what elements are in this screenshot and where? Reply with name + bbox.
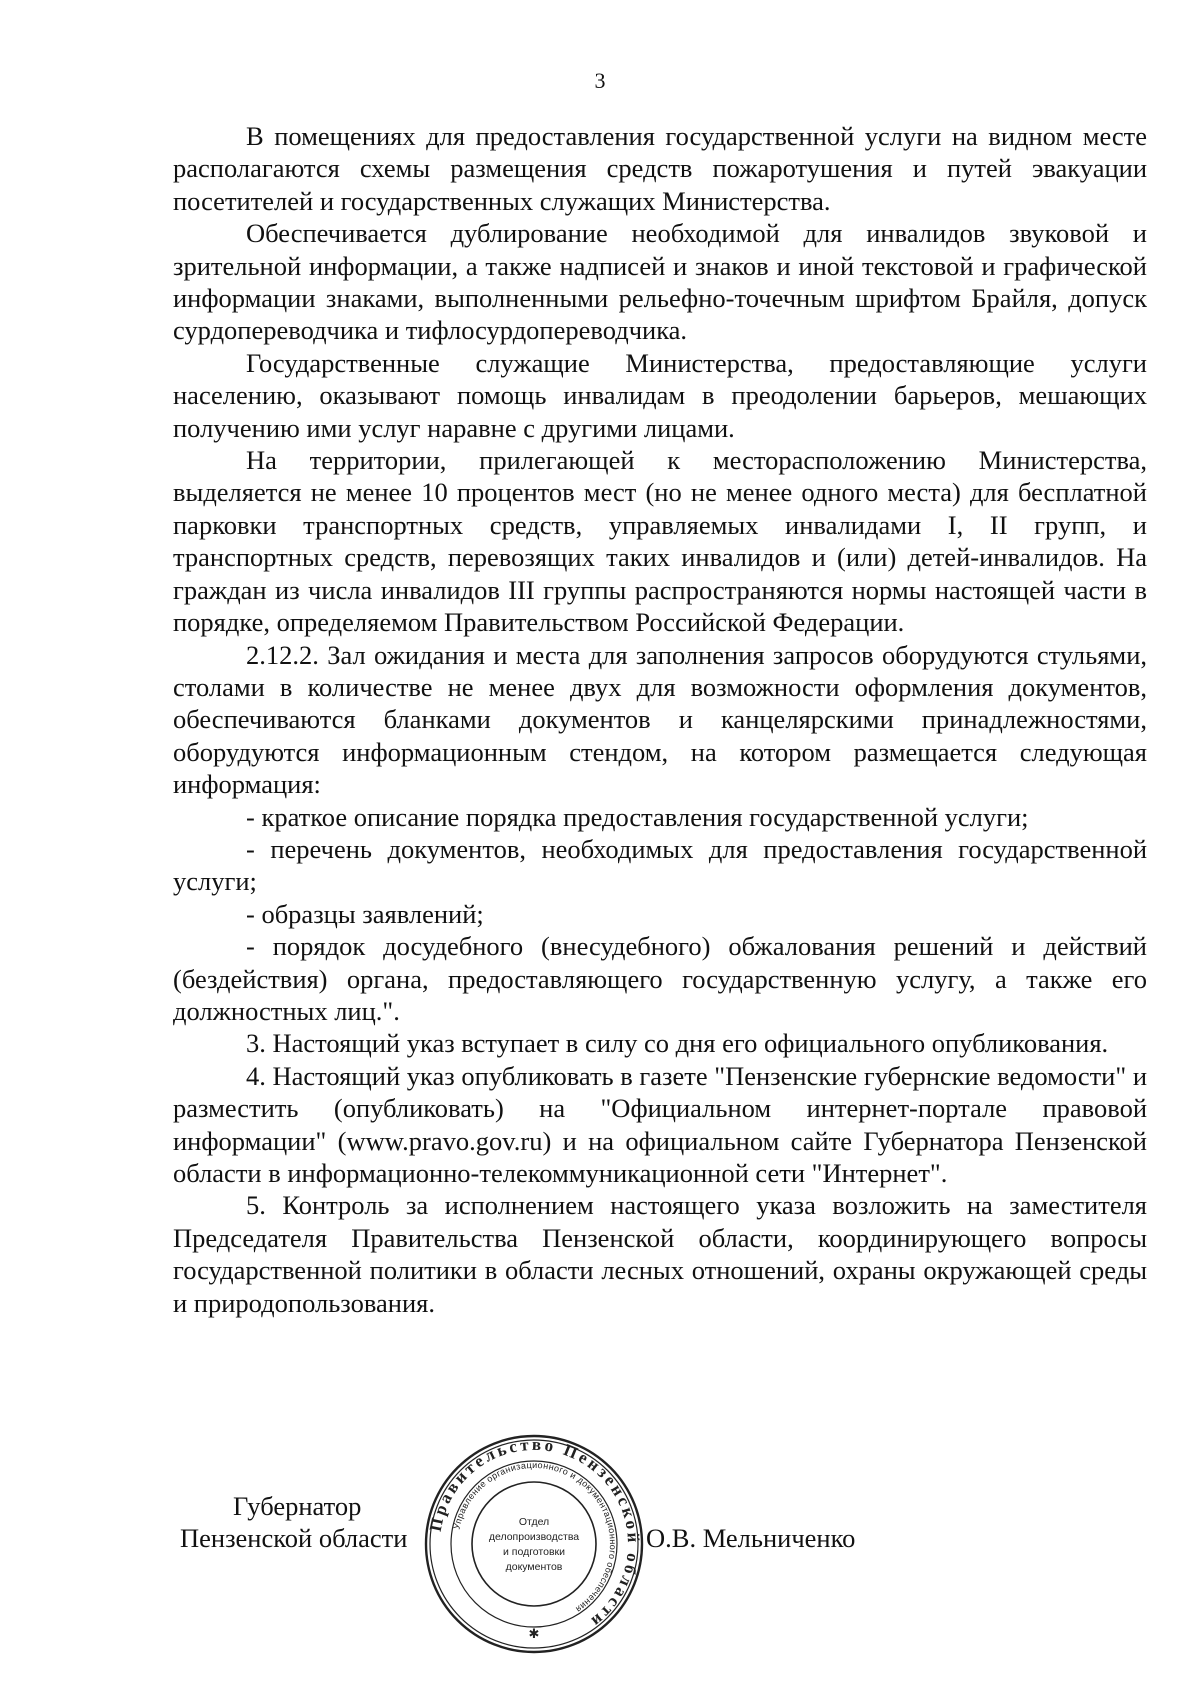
list-item: - образцы заявлений; <box>246 898 484 929</box>
paragraph: 3. Настоящий указ вступает в силу со дня его официального опубликования. <box>246 1028 1109 1059</box>
paragraph: Государственные служащие Министерства, предоставляющие услуги населению, оказывают помощь инвалидам в преодолении барьеров, мешающих получению ими услуг наравне с другими лицами. <box>173 347 1147 443</box>
document-body <box>173 120 1147 1319</box>
list-item: - перечень документов, необходимых для предоставления государственной услуги; <box>173 833 1147 897</box>
official-seal <box>423 1433 645 1655</box>
signer-region: Пензенской области <box>180 1523 408 1553</box>
seal-middle-text: Управление организационного и документационного обеспечения <box>451 1459 619 1615</box>
seal-center-line: и подготовки <box>503 1546 565 1558</box>
paragraph: 4. Настоящий указ опубликовать в газете "Пензенские губернские ведомости" и разместить (опубликовать) на "Официальном интернет-портале правовой информации" (www.pravo.gov.ru) и на официальном сайте Губернатора Пензенской области в информационно-телекоммуникационной сети "Интернет". <box>173 1060 1147 1188</box>
paragraph: 2.12.2. Зал ожидания и места для заполнения запросов оборудуются стульями, столами в количестве не менее двух для возможности оформления документов, обеспечиваются бланками документов и канцелярскими принадлежностями, оборудуются информационным стендом, на котором размещается следующая информация: <box>173 639 1147 800</box>
seal-outer-text: Правительство Пензенской области <box>425 1434 644 1633</box>
paragraph: 5. Контроль за исполнением настоящего указа возложить на заместителя Председателя Правительства Пензенской области, координирующего вопросы государственной политики в области лесных отношений, охраны окружающей среды и природопользования. <box>173 1190 1147 1318</box>
list-item: - порядок досудебного (внесудебного) обжалования решений и действий (бездействия) органа, предоставляющего государственную услугу, а также его должностных лиц.". <box>173 931 1147 1026</box>
signer-name: О.В. Мельниченко <box>646 1523 856 1553</box>
signer-title: Губернатор <box>233 1491 362 1521</box>
seal-star-icon: ✱ <box>528 1627 540 1642</box>
paragraph: Обеспечивается дублирование необходимой для инвалидов звуковой и зрительной информации, а также надписей и знаков и иной текстовой и графической информации знаками, выполненными рельефно-точечным шрифтом Брайля, допуск сурдопереводчика и тифлосурдопереводчика. <box>173 218 1147 346</box>
paragraph: На территории, прилегающей к месторасположению Министерства, выделяется не менее 10 процентов мест (но не менее одного места) для бесплатной парковки транспортных средств, управляемых инвалидами I, II групп, и транспортных средств, перевозящих таких инвалидов и (или) детей-инвалидов. На граждан из числа инвалидов III группы распространяются нормы настоящей части в порядке, определяемом Правительством Российской Федерации. <box>173 445 1147 638</box>
seal-inner-ring <box>472 1482 596 1606</box>
paragraph: В помещениях для предоставления государственной услуги на видном месте располагаются схемы размещения средств пожаротушения и путей эвакуации посетителей и государственных служащих Министерства. <box>173 121 1147 216</box>
page-number: 3 <box>594 68 606 93</box>
seal-center-line: делопроизводства <box>488 1531 580 1543</box>
seal-center-line: документов <box>505 1561 563 1573</box>
seal-center-line: Отдел <box>518 1516 550 1528</box>
list-item: - краткое описание порядка предоставления государственной услуги; <box>246 801 1029 832</box>
